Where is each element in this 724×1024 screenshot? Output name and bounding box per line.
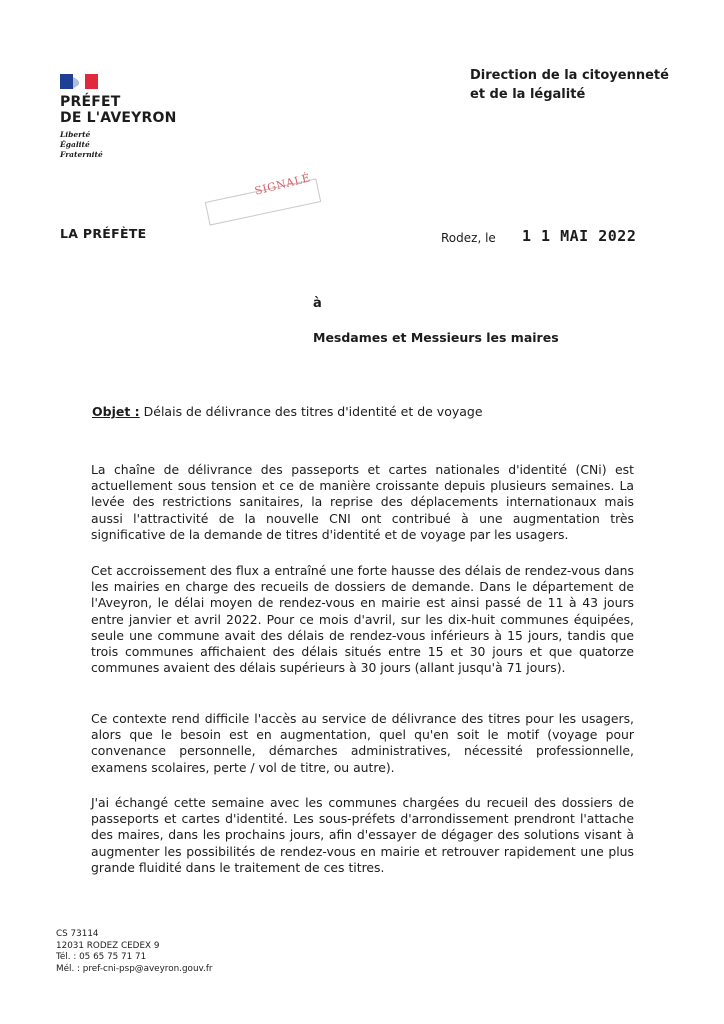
republic-motto — [60, 130, 103, 160]
body-paragraph-1: La chaîne de délivrance des passeports et cartes nationales d'identité (CNi) est actuellement sous tension et ce de manière croissante depuis plusieurs semaines. La levée des restrictions sanitaires, la reprise des déplacements internationaux mais aussi l'attractivité de la nouvelle CNI ont contribué à une augmentation très significative de la demande de titres d'identité et de voyage par les usagers. — [91, 462, 634, 542]
footer-postbox: CS 73114 — [56, 929, 99, 939]
recipient-name: Mesdames et Messieurs les maires — [313, 330, 559, 345]
body-paragraph-3: Ce contexte rend difficile l'accès au service de délivrance des titres pour les usagers, alors que le besoin est en augmentation, quel qu'en soit le motif (voyage pour convenance personnelle, démarches administratives, nécessité professionnelle, examens scolaires, perte / vol de titre, ou autre). — [91, 711, 634, 775]
motto-fraternite: Fraternité — [60, 150, 103, 159]
issuing-direction — [470, 66, 669, 104]
body-paragraph-4: J'ai échangé cette semaine avec les communes chargées du recueil des dossiers de passeports et cartes d'identité. Les sous-préfets d'arrondissement prendront l'attache des maires, dans les prochains jours, afin d'essayer de dégager des solutions visant à augmenter les possibilités de rendez-vous en mairie et retrouver rapidement une plus grande fluidité dans le traitement de ces titres. — [91, 795, 634, 875]
dateline-date: 1 1 MAI 2022 — [522, 227, 637, 245]
contact-footer — [56, 929, 213, 975]
footer-address: 12031 RODEZ CEDEX 9 — [56, 940, 160, 951]
signale-stamp: SIGNALÉ — [253, 171, 312, 198]
sender-title: LA PRÉFÈTE — [60, 226, 147, 241]
motto-liberte: Liberté — [60, 130, 91, 139]
body-paragraph-2: Cet accroissement des flux a entraîné une forte hausse des délais de rendez-vous dans les mairies en charge des recueils de dossiers de demande. Dans le département de l'Aveyron, le délai moyen de rendez-vous en mairie est ainsi passé de 11 à 43 jours entre janvier et avril 2022. Pour ce mois d'avril, sur les dix-huit communes équipées, seule une commune avait des délais de rendez-vous inférieurs à 15 jours, tandis que trois communes affichaient des délais situés entre 15 et 30 jours et que quatorze communes avaient des délais supérieurs à 30 jours (allant jusqu'à 71 jours). — [91, 563, 634, 676]
recipient-prefix: à — [313, 296, 322, 311]
prefecture-name-line1: PRÉFET — [60, 94, 121, 110]
footer-email: Mél. : pref-cni-psp@aveyron.gouv.fr — [56, 963, 213, 974]
prefecture-name-line2: DE L'AVEYRON — [60, 110, 177, 126]
direction-line1: Direction de la citoyenneté — [470, 68, 669, 83]
direction-line2: et de la légalité — [470, 87, 586, 102]
subject-label: Objet : — [92, 404, 140, 419]
subject-text: Délais de délivrance des titres d'identité et de voyage — [139, 404, 483, 419]
dateline-place: Rodez, le — [441, 231, 496, 245]
motto-egalite: Égalité — [60, 140, 90, 149]
marianne-flag-logo — [60, 74, 98, 89]
subject-line — [92, 404, 483, 419]
prefecture-name — [60, 94, 177, 126]
footer-phone: Tél. : 05 65 75 71 71 — [56, 952, 147, 963]
